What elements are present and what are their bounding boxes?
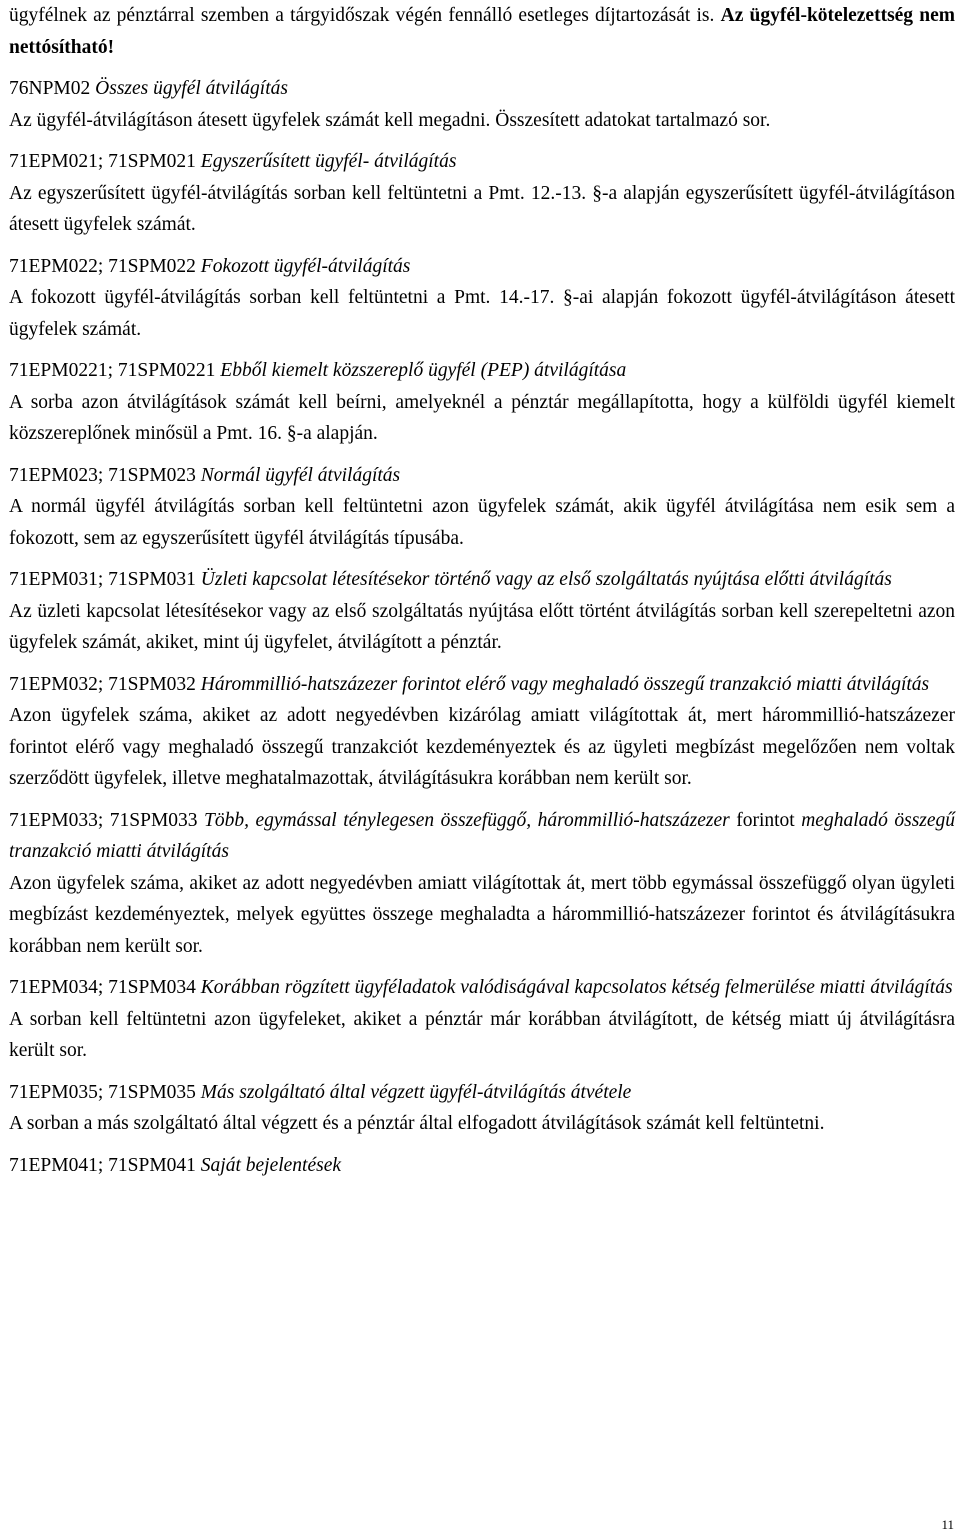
section-heading [9,355,955,387]
section-71epm041 [9,1150,955,1182]
section-heading [9,972,955,1004]
intro-bold-note: Az ügyfél-kötelezettség nem nettósítható! [9,5,956,58]
section-heading [9,146,955,178]
section-heading [9,251,955,283]
page-number: 11 [941,1517,954,1532]
section-heading [9,1150,955,1182]
section-body: A sorban a más szolgáltató által végzett és a pénztár által elfogadott átvilágítások számát kell feltüntetni. [9,1113,825,1134]
section-body: Az egyszerűsített ügyfél-átvilágítás sorban kell feltüntetni a Pmt. 12.-13. §-a alapján egyszerűsített ügyfél-átvilágításon átesett ügyfelek számát. [9,182,955,235]
section-title: Több, egymással ténylegesen összefüggő, hárommillió-hatszázezer [204,809,730,831]
section-title-plain: forintot [736,809,795,831]
section-71epm034 [9,972,955,1067]
intro-paragraph [9,0,955,63]
section-code: 71EPM035; 71SPM035 [9,1081,196,1103]
section-heading [9,564,955,596]
section-code: 71EPM0221; 71SPM0221 [9,360,216,381]
section-body: A sorban kell feltüntetni azon ügyfeleket, akiket a pénztár már korábban átvilágított, de kétség miatt új átvilágításra került sor. [9,1008,955,1061]
section-heading [9,460,955,492]
section-body: Az ügyfél-átvilágításon átesett ügyfelek számát kell megadni. Összesített adatokat tartalmazó sor. [9,109,771,131]
section-heading [9,73,955,105]
intro-text: ügyfélnek az pénztárral szemben a tárgyidőszak végén fennálló esetleges díjtartozását is. [9,5,715,26]
section-code: 71EPM021; 71SPM021 [9,151,196,172]
section-code: 71EPM023; 71SPM023 [9,464,196,486]
section-body: Azon ügyfelek száma, akiket az adott negyedévben kizárólag amiatt világítottak át, mert hárommillió-hatszázezer forintot elérő vagy meghaladó összegű tranzakciót kezdeményeztek és az ügyleti megbízást megelőzően nem voltak szerződött ügyfelek, illetve meghatalmazottak, átvilágításukra korábban nem került sor. [9,705,955,789]
section-71epm032 [9,669,955,795]
section-code: 71EPM034; 71SPM034 [9,977,196,998]
section-title: Összes ügyfél átvilágítás [95,78,288,99]
section-body: A fokozott ügyfél-átvilágítás sorban kell feltüntetni a Pmt. 14.-17. §-ai alapján fokozott ügyfél-átvilágításon átesett ügyfelek számát. [9,287,955,340]
section-71epm022 [9,251,955,346]
section-heading [9,1077,955,1109]
section-71epm023 [9,460,955,555]
document-page [9,0,955,1181]
section-title: Ebből kiemelt közszereplő ügyfél (PEP) átvilágítása [220,360,627,381]
section-title: Más szolgáltató által végzett ügyfél-átvilágítás átvétele [200,1081,632,1103]
section-title: Hárommillió-hatszázezer forintot elérő vagy meghaladó összegű tranzakció miatti átvilágítás [200,673,930,695]
section-71epm033 [9,805,955,963]
section-title: Saját bejelentések [200,1154,342,1176]
section-76npm02 [9,73,955,136]
section-title: Normál ügyfél átvilágítás [200,464,401,486]
section-code: 76NPM02 [9,78,91,99]
section-71epm035 [9,1077,955,1140]
section-71epm021 [9,146,955,241]
section-body: A normál ügyfél átvilágítás sorban kell feltüntetni azon ügyfelek számát, akik ügyfél átvilágítása nem esik sem a fokozott, sem az egyszerűsített ügyfél átvilágítás típusába. [9,496,955,549]
section-body: Azon ügyfelek száma, akiket az adott negyedévben amiatt világítottak át, mert több egymással összefüggő olyan ügyleti megbízást kezdeményeztek, melyek együttes összege meghaladta a hárommillió-hatszázezer forintot és átvilágításukra korábban nem került sor. [9,872,955,957]
section-71epm031 [9,564,955,659]
section-code: 71EPM031; 71SPM031 [9,569,196,590]
section-code: 71EPM032; 71SPM032 [9,673,196,695]
section-title-rest: meghaladó összegű tranzakció miatti átvilágítás [9,809,956,862]
section-code: 71EPM033; 71SPM033 [9,809,198,831]
section-title: Egyszerűsített ügyfél- átvilágítás [200,151,457,172]
section-title: Üzleti kapcsolat létesítésekor történő vagy az első szolgáltatás nyújtása előtti átvilágítás [200,569,892,590]
section-body: A sorba azon átvilágítások számát kell beírni, amelyeknél a pénztár megállapította, hogy a külföldi ügyfél kiemelt közszereplőnek minősül a Pmt. 16. §-a alapján. [9,391,955,444]
section-code: 71EPM041; 71SPM041 [9,1154,196,1176]
section-body: Az üzleti kapcsolat létesítésekor vagy az első szolgáltatás nyújtása előtt történt átvilágítás sorban kell szerepeltetni azon ügyfelek számát, akiket, mint új ügyfelet, átvilágított a pénztár. [9,600,955,653]
section-heading [9,805,955,868]
section-heading [9,669,955,701]
section-71epm0221 [9,355,955,450]
section-code: 71EPM022; 71SPM022 [9,255,196,277]
section-title: Korábban rögzített ügyféladatok valódiságával kapcsolatos kétség felmerülése miatti átvilágítás [200,977,953,998]
section-title: Fokozott ügyfél-átvilágítás [200,255,411,277]
